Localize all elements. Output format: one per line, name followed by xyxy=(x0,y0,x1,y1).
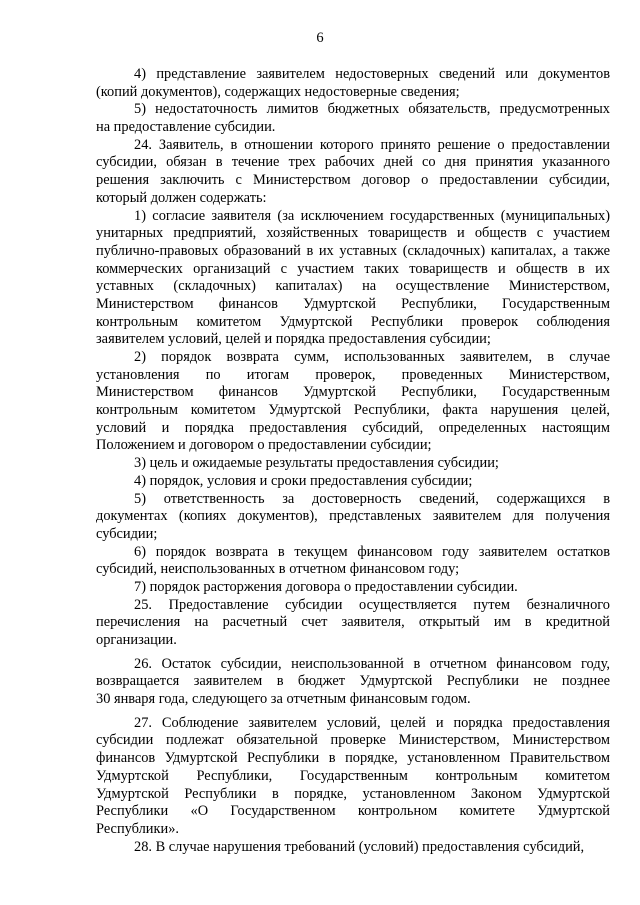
text-line: 30 января года, следующего за отчетным финансовым годом. xyxy=(96,691,471,708)
text-line: организации. xyxy=(96,632,177,648)
text-line: унитарных предприятий, хозяйственных товариществ и обществ с участием xyxy=(96,225,610,242)
text-line: субсидий, неиспользованных в отчетном финансовом году; xyxy=(96,561,460,578)
paragraph xyxy=(96,491,610,544)
text-line: 26. Остаток субсидии, неиспользованной в отчетном финансовом году, xyxy=(134,655,610,672)
paragraph xyxy=(96,839,610,857)
paragraph xyxy=(96,656,610,709)
text-line: 1) согласие заявителя (за исключением государственных (муниципальных) xyxy=(134,207,610,224)
page-number: 6 xyxy=(316,30,324,46)
text-line: 25. Предоставление субсидии осуществляется путем безналичного xyxy=(134,596,610,613)
document-body xyxy=(96,66,610,856)
paragraph xyxy=(96,66,610,101)
text-line: Положением и договором о предоставлении субсидии; xyxy=(96,437,432,454)
text-line: контрольным комитетом Удмуртской Республики проверок соблюдения xyxy=(96,313,610,330)
text-line: 24. Заявитель, в отношении которого принято решение о предоставлении xyxy=(134,136,610,153)
text-line: 3) цель и ожидаемые результаты предоставления субсидии; xyxy=(134,455,499,472)
text-line: заявителем условий, целей и порядка предоставления субсидии; xyxy=(96,331,491,348)
paragraph xyxy=(96,579,610,597)
paragraph xyxy=(96,208,610,350)
text-line: условий и порядка предоставления субсидий, определенных настоящим xyxy=(96,419,610,436)
text-line: 4) представление заявителем недостоверных сведений или документов xyxy=(134,66,610,82)
paragraph xyxy=(96,101,610,136)
text-line: Министерством финансов Удмуртской Республики, Государственным xyxy=(96,384,610,401)
text-line: субсидии, обязан в течение трех рабочих дней со дня принятия указанного xyxy=(96,154,610,171)
text-line: на предоставление субсидии. xyxy=(96,119,276,136)
text-line: 6) порядок возврата в текущем финансовом году заявителем остатков xyxy=(134,543,610,560)
paragraph xyxy=(96,349,610,455)
text-line: 4) порядок, условия и сроки предоставления субсидии; xyxy=(134,472,473,489)
text-line: 27. Соблюдение заявителем условий, целей и порядка предоставления xyxy=(134,714,610,731)
text-line: 7) порядок расторжения договора о предоставлении субсидии. xyxy=(134,578,518,595)
text-line: Удмуртской Республики в порядке, установленном Законом Удмуртской xyxy=(96,785,610,802)
text-line: 2) порядок возврата сумм, использованных заявителем, в случае xyxy=(134,349,610,365)
text-line: документах (копиях документов), представленых заявителем для получения xyxy=(96,508,610,525)
paragraph xyxy=(96,544,610,579)
paragraph xyxy=(96,137,610,208)
paragraph xyxy=(96,473,610,491)
text-line: который должен содержать: xyxy=(96,189,267,206)
text-line: возвращается заявителем в бюджет Удмуртской Республики не позднее xyxy=(96,673,610,690)
text-line: 5) недостаточность лимитов бюджетных обязательств, предусмотренных xyxy=(134,101,610,118)
text-line: Республики». xyxy=(96,820,179,837)
text-line: Удмуртской Республики, Государственным контрольным комитетом xyxy=(96,767,610,784)
text-line: (копий документов), содержащих недостоверные сведения; xyxy=(96,83,460,100)
text-line: Министерством финансов Удмуртской Республики, Государственным xyxy=(96,295,610,312)
text-line: решения заключить с Министерством договор о предоставлении субсидии, xyxy=(96,172,610,189)
text-line: субсидии подлежат обязательной проверке Министерством, Министерством xyxy=(96,732,610,749)
text-line: уставных (складочных) капиталах) на осуществление Министерством, xyxy=(96,278,610,295)
text-line: 28. В случае нарушения требований (условий) предоставления субсидий, xyxy=(134,838,585,855)
text-line: контрольным комитетом Удмуртской Республики, факта нарушения целей, xyxy=(96,402,610,419)
paragraph xyxy=(96,715,610,839)
text-line: финансов Удмуртской Республики в порядке, установленном Правительством xyxy=(96,750,610,767)
text-line: публично-правовых образований в их уставных (складочных) капиталах, а также xyxy=(96,242,610,259)
text-line: коммерческих организаций с участием таких товариществ и обществ в их xyxy=(96,260,610,277)
paragraph xyxy=(96,455,610,473)
text-line: перечисления на расчетный счет заявителя, открытый им в кредитной xyxy=(96,614,610,631)
text-line: Республики «О Государственном контрольном комитете Удмуртской xyxy=(96,803,610,820)
text-line: установления по итогам проверок, проведенных Министерством, xyxy=(96,366,610,383)
text-line: субсидии; xyxy=(96,525,158,542)
text-line: 5) ответственность за достоверность сведений, содержащихся в xyxy=(134,490,610,507)
paragraph xyxy=(96,597,610,650)
